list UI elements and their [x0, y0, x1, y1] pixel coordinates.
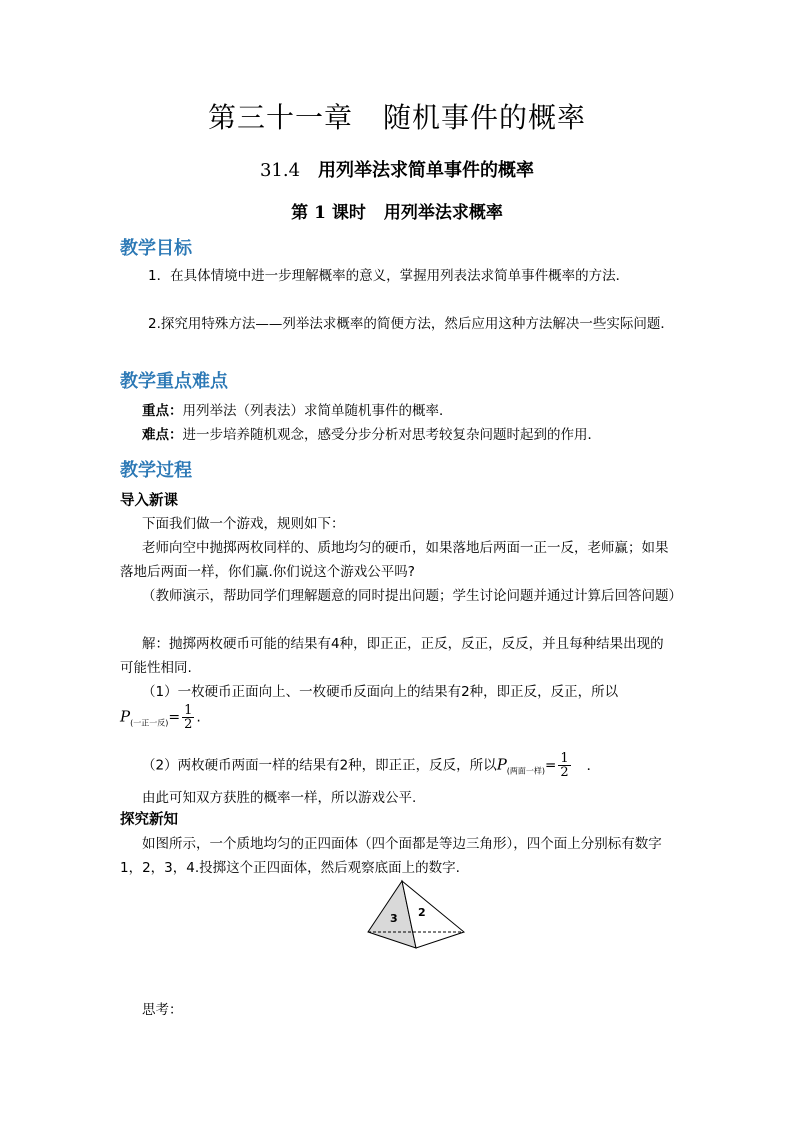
lesson-number: 第 1 课时	[291, 203, 366, 223]
explore-heading: 探究新知	[120, 812, 178, 828]
explore-paragraph-1: 如图所示，一个质地均匀的正四面体（四个面都是等边三角形），四个面上分别标有数字1，2，3，4.投掷这个正四面体，然后观察底面上的数字.	[120, 836, 662, 876]
chapter-title	[0, 96, 794, 136]
p-symbol: P	[120, 707, 131, 726]
lesson-name: 用列举法求概率	[383, 203, 503, 223]
intro-paragraph-2: 老师向空中抛掷两枚同样的、质地均匀的硬币，如果落地后两面一正一反，老师赢；如果落地后两面一样，你们赢.你们说这个游戏公平吗?	[120, 540, 669, 580]
probability-formula-1	[120, 704, 201, 731]
chapter-name: 随机事件的概率	[383, 101, 587, 134]
goal-item-2: 2.探究用特殊方法——列举法求概率的简便方法，然后应用这种方法解决一些实际问题．	[148, 316, 674, 332]
section-number: 31.4	[259, 160, 301, 181]
equals-sign: =	[545, 757, 557, 774]
goals-heading: 教学目标	[120, 238, 192, 259]
formula-period: ．	[586, 757, 601, 774]
formula-period: .	[196, 709, 201, 726]
event-subscript: (一正一反)	[130, 718, 169, 728]
p-symbol: P	[496, 755, 507, 774]
difficult-point-label: 难点：	[142, 427, 183, 443]
key-point	[120, 399, 676, 423]
tetrahedron-figure	[360, 876, 470, 951]
keypoints-heading: 教学重点难点	[120, 371, 228, 392]
process-heading: 教学过程	[120, 460, 192, 481]
key-point-text: 用列举法（列表法）求简单随机事件的概率．	[182, 403, 453, 419]
intro-paragraph-4: 解：抛掷两枚硬币可能的结果有4种，即正正，正反，反正，反反，并且每种结果出现的可能性相同.	[120, 636, 664, 676]
fraction-denominator: 2	[560, 765, 569, 780]
intro-paragraph-3: （教师演示，帮助同学们理解题意的同时提出问题；学生讨论问题并通过计算后回答问题）	[142, 588, 682, 604]
intro-paragraph-7: 由此可知双方获胜的概率一样，所以游戏公平.	[142, 790, 417, 806]
face-number-3: 3	[390, 912, 398, 925]
key-point-label: 重点：	[142, 403, 183, 419]
intro-paragraph-5: （1）一枚硬币正面向上、一枚硬币反面向上的结果有2种，即正反，反正，所以	[142, 684, 619, 700]
goal-item-1: 1．在具体情境中进一步理解概率的意义，掌握用列表法求简单事件概率的方法．	[148, 268, 630, 284]
fraction-numerator: 1	[560, 751, 569, 766]
fraction-one-half	[182, 704, 194, 731]
intro-paragraph-1: 下面我们做一个游戏，规则如下：	[142, 516, 345, 532]
fraction-numerator: 1	[184, 703, 193, 718]
face-number-2: 2	[418, 906, 426, 919]
intro-heading: 导入新课	[120, 493, 178, 509]
fraction-one-half	[558, 752, 570, 779]
think-label: 思考：	[142, 1002, 183, 1018]
chapter-number: 第三十一章	[207, 101, 353, 134]
intro-paragraph-6	[142, 752, 600, 779]
section-name: 用列举法求简单事件的概率	[318, 160, 535, 181]
intro-paragraph-6-text: （2）两枚硬币两面一样的结果有2种，即正正，反反，所以	[142, 757, 497, 774]
equals-sign: =	[168, 709, 181, 726]
difficult-point	[120, 423, 676, 447]
event-subscript: (两面一样)	[506, 766, 546, 776]
fraction-denominator: 2	[184, 717, 193, 732]
section-title	[0, 156, 794, 182]
difficult-point-text: 进一步培养随机观念，感受分步分析对思考较复杂问题时起到的作用．	[182, 427, 601, 443]
lesson-title	[0, 198, 794, 223]
